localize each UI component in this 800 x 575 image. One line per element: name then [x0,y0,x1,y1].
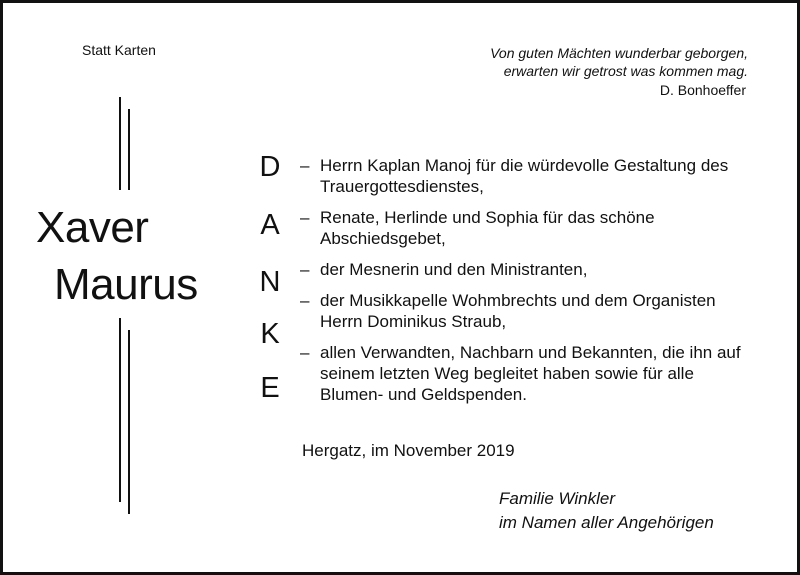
thanks-item-text: allen Verwandten, Nachbarn und Bekannten, die ihn auf seinem letzten Weg begleitet haben sowie für alle Blumen- und Geldspenden. [320,343,741,404]
place-date: Hergatz, im November 2019 [302,441,515,460]
thanks-item-dash: – [300,260,310,279]
thanks-item-dash: – [300,343,310,362]
thanks-item [300,207,760,249]
thanks-item [300,155,760,197]
quote-line-2: erwarten wir getrost was kommen mag. [503,63,748,79]
thanks-item [300,290,760,332]
danke-letter-a: A [260,209,280,241]
danke-letter-e: E [260,372,280,404]
danke-letter-n: N [259,266,281,298]
thanks-item-text: Renate, Herlinde und Sophia für das schöne Abschiedsgebet, [320,208,655,248]
signature-line-1: Familie Winkler [499,489,616,508]
quote-line-1: Von guten Mächten wunderbar geborgen, [490,45,748,61]
danke-letter-k: K [260,318,280,350]
thanks-item-text: Herrn Kaplan Manoj für die würdevolle Gestaltung des Trauergottesdienstes, [320,156,729,196]
thanks-item-dash: – [300,208,310,227]
thanks-item-dash: – [300,156,310,175]
thanks-item [300,342,760,405]
thanks-item-text: der Musikkapelle Wohmbrechts und dem Organisten Herrn Dominikus Straub, [320,291,716,331]
divider-line-top-1 [119,97,121,190]
quote-author: D. Bonhoeffer [659,82,746,98]
divider-line-bottom-1 [119,318,121,502]
divider-line-top-2 [128,109,130,190]
thanks-item-dash: – [300,291,310,310]
thanks-item-text: der Mesnerin und den Ministranten, [320,260,588,279]
danke-letter-d: D [259,151,281,183]
divider-line-bottom-2 [128,330,130,514]
signature-line-2: im Namen aller Angehörigen [499,513,714,532]
statt-karten-label: Statt Karten [82,42,156,58]
thanks-item [300,259,760,280]
deceased-first-name: Xaver [36,203,149,252]
deceased-last-name: Maurus [54,260,198,309]
